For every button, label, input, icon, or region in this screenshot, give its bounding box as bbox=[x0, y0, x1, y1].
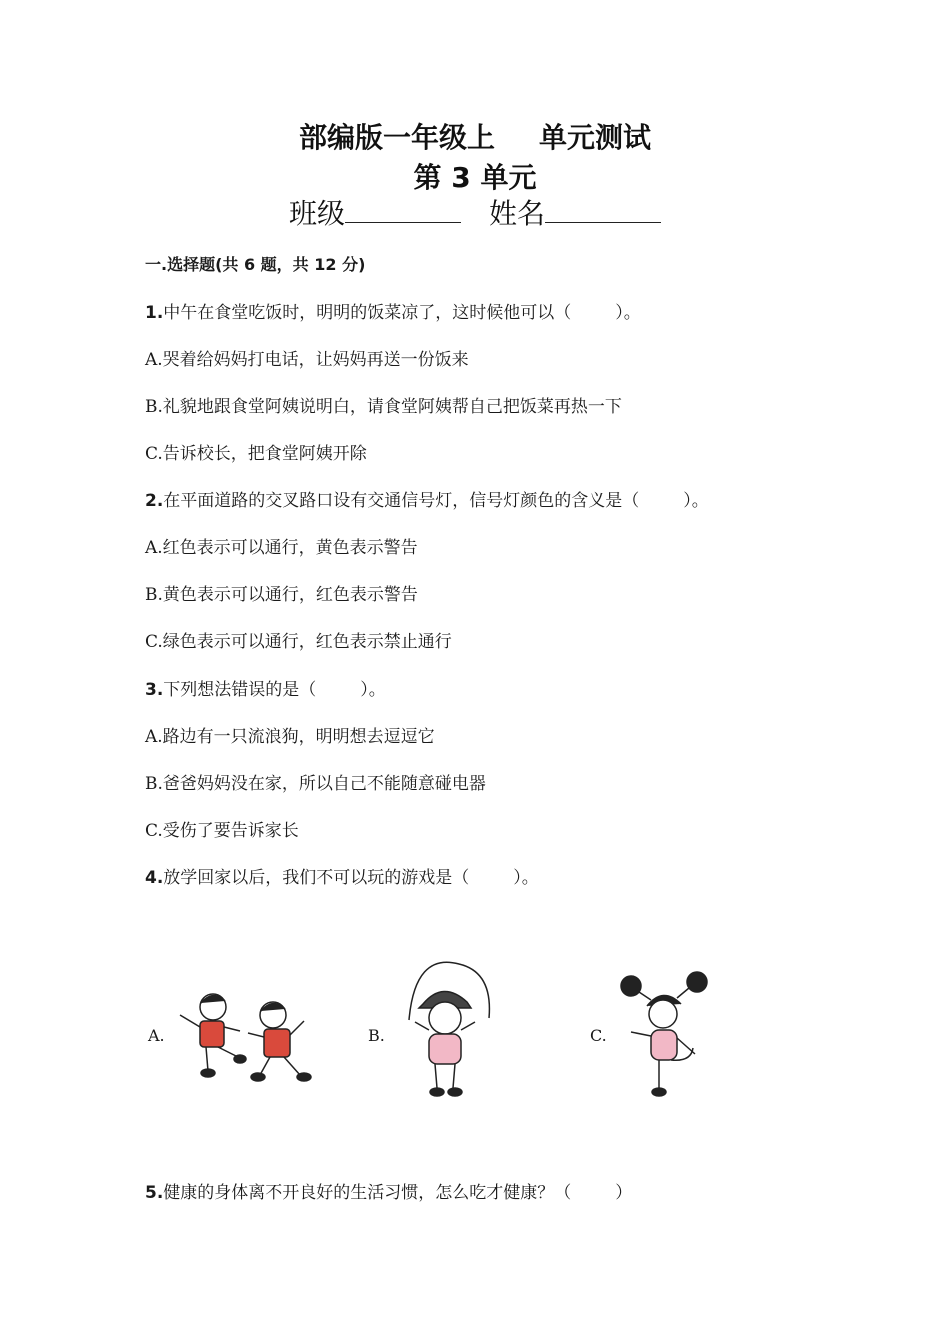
class-blank[interactable] bbox=[345, 200, 461, 223]
question-4 bbox=[145, 863, 539, 888]
option-3c: C.受伤了要告诉家长 bbox=[145, 821, 299, 841]
boy bbox=[415, 991, 475, 1096]
image-label-c: C. bbox=[590, 1026, 607, 1045]
name-blank[interactable] bbox=[545, 200, 661, 223]
question-stem-end: ）。 bbox=[513, 868, 539, 888]
student-info bbox=[0, 192, 950, 232]
unit-title: 第 3 单元 bbox=[413, 161, 537, 194]
title-grade: 部编版一年级上 bbox=[298, 121, 495, 154]
question-stem: 下列想法错误的是（ bbox=[163, 680, 317, 700]
fighting-boys-illustration[interactable] bbox=[168, 985, 323, 1085]
question-stem: 健康的身体离不开良好的生活习惯，怎么吃才健康？（ bbox=[163, 1183, 572, 1203]
title-test: 单元测试 bbox=[539, 121, 652, 154]
question-stem-end: ） bbox=[615, 1183, 633, 1203]
image-label-b: B. bbox=[368, 1026, 385, 1045]
class-label: 班级 bbox=[288, 197, 345, 230]
question-stem: 放学回家以后，我们不可以玩的游戏是（ bbox=[163, 868, 470, 888]
question-1 bbox=[145, 298, 641, 323]
option-3b: B.爸爸妈妈没在家，所以自己不能随意碰电器 bbox=[145, 774, 486, 794]
boy-2 bbox=[248, 1002, 311, 1081]
question-stem-end: ）。 bbox=[683, 491, 709, 511]
question-stem: 在平面道路的交叉路口设有交通信号灯，信号灯颜色的含义是（ bbox=[163, 491, 640, 511]
question-stem-end: ）。 bbox=[615, 303, 641, 323]
question-5 bbox=[145, 1178, 632, 1203]
question-stem: 中午在食堂吃饭时，明明的饭菜凉了，这时候他可以（ bbox=[163, 303, 572, 323]
girl bbox=[621, 972, 707, 1096]
option-3a: A.路边有一只流浪狗，明明想去逗逗它 bbox=[145, 727, 435, 747]
girl-playing-illustration[interactable] bbox=[615, 970, 715, 1100]
exam-title bbox=[0, 116, 950, 156]
question-stem-end: ）。 bbox=[360, 680, 386, 700]
boy-1 bbox=[180, 994, 246, 1077]
option-1a: A.哭着给妈妈打电话，让妈妈再送一份饭来 bbox=[145, 350, 469, 370]
option-2c: C.绿色表示可以通行，红色表示禁止通行 bbox=[145, 632, 452, 652]
question-number: 3. bbox=[145, 680, 164, 700]
image-label-a: A. bbox=[148, 1026, 165, 1045]
question-number: 5. bbox=[145, 1183, 164, 1203]
question-number: 2. bbox=[145, 491, 164, 511]
question-number: 1. bbox=[145, 303, 164, 323]
question-3 bbox=[145, 675, 386, 700]
option-2b: B.黄色表示可以通行，红色表示警告 bbox=[145, 585, 418, 605]
option-2a: A.红色表示可以通行，黄色表示警告 bbox=[145, 538, 418, 558]
section-heading: 一.选择题(共 6 题，共 12 分) bbox=[145, 255, 366, 274]
option-1c: C.告诉校长，把食堂阿姨开除 bbox=[145, 444, 367, 464]
jump-rope-illustration[interactable] bbox=[395, 960, 505, 1105]
question-number: 4. bbox=[145, 868, 164, 888]
question-2 bbox=[145, 486, 709, 511]
name-label: 姓名 bbox=[489, 197, 546, 230]
option-1b: B.礼貌地跟食堂阿姨说明白，请食堂阿姨帮自己把饭菜再热一下 bbox=[145, 397, 622, 417]
